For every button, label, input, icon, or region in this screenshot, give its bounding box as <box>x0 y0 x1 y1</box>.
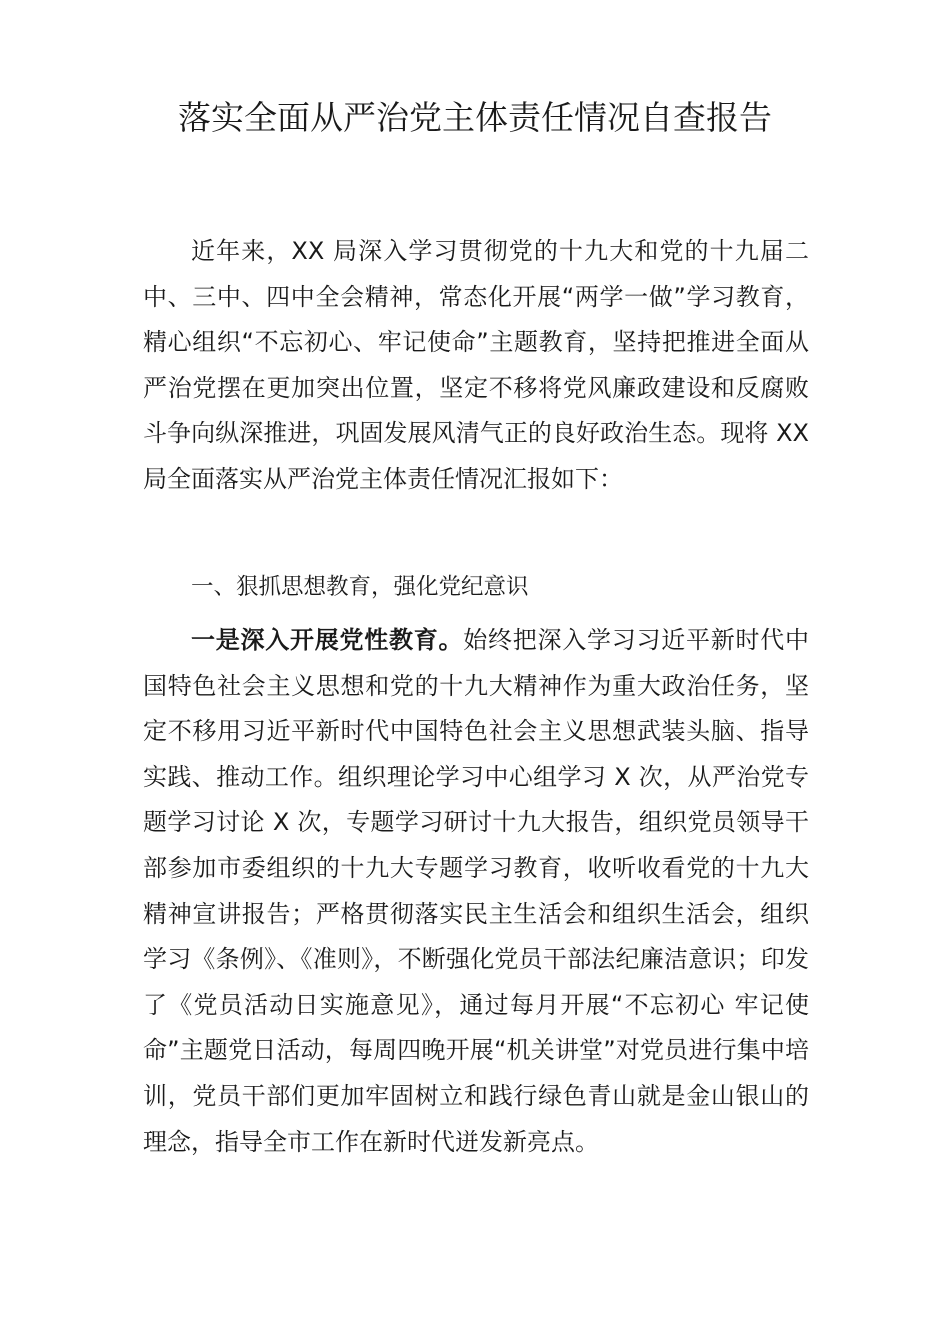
document-title: 落实全面从严治党主体责任情况自查报告 <box>178 98 772 137</box>
paragraph-text: 始终把深入学习习近平新时代中国特色社会主义思想和党的十九大精神作为重大政治任务，坚定不移用习近平新时代中国特色社会主义思想武装头脑、指导实践、推动工作。组织理论学习中心组学习 X 次，从严治党专题学习讨论 X 次，专题学习研讨十九大报告，组织党员领导干部参加市委组织的十九大专题学习教育，收听收看党的十九大精神宣讲报告；严格贯彻落实民主生活会和组织生活会，组织学习《条例》、《准则》，不断强化党员干部法纪廉洁意识；印发了《党员活动日实施意见》，通过每月开展“不忘初心 牢记使命”主题党日活动，每周四晚开展“机关讲堂”对党员进行集中培训，党员干部们更加牢固树立和践行绿色青山就是金山银山的理念，指导全市工作在新时代迸发新亮点。 <box>143 626 809 1156</box>
paragraph-lead: 一是深入开展党性教育。 <box>191 626 464 654</box>
section-paragraph <box>143 618 809 1165</box>
intro-paragraph: 近年来，XX 局深入学习贯彻党的十九大和党的十九届二中、三中、四中全会精神，常态化开展“两学一做”学习教育，精心组织“不忘初心、牢记使命”主题教育，坚持把推进全面从严治党摆在更加突出位置，坚定不移将党风廉政建设和反腐败斗争向纵深推进，巩固发展风清气正的良好政治生态。现将 XX 局全面落实从严治党主体责任情况汇报如下： <box>143 237 809 493</box>
section-heading: 一、狠抓思想教育，强化党纪意识 <box>191 574 529 600</box>
